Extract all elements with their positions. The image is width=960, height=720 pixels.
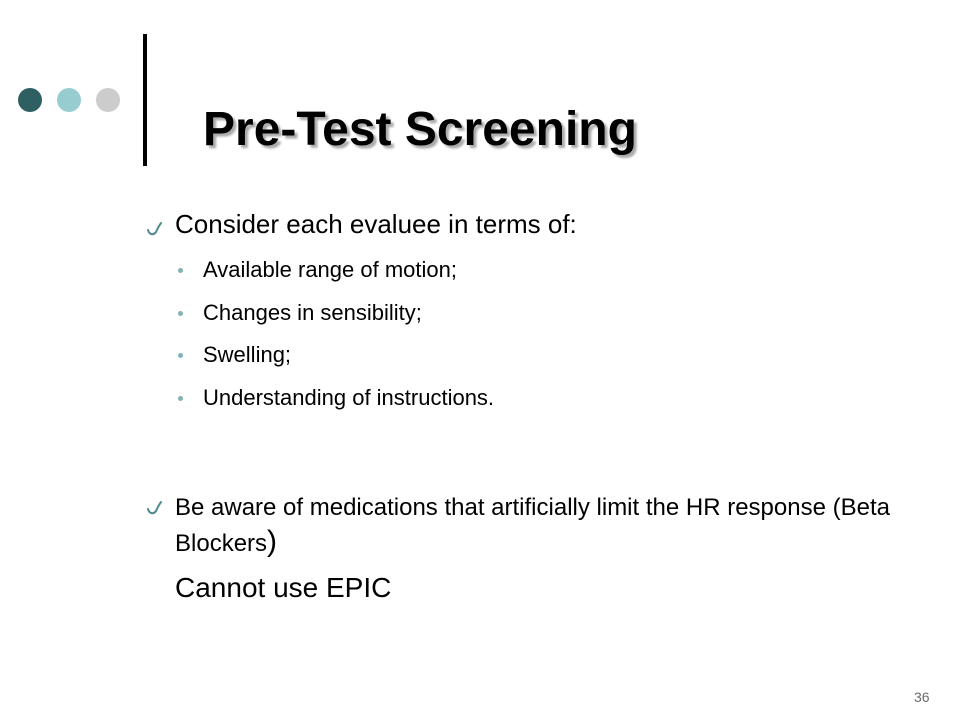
sub-item-swelling: Swelling;	[203, 342, 292, 367]
sub-item-range-of-motion: Available range of motion;	[203, 257, 457, 282]
dot-bullet-icon	[178, 311, 183, 316]
bullet-medications-text: Be aware of medications that artificially limit the HR response (Beta Blockers	[175, 494, 890, 557]
dot-bullet-icon	[178, 268, 183, 273]
decor-dot-dark	[18, 88, 42, 112]
cannot-use-epic: Cannot use EPIC	[175, 572, 392, 603]
dot-bullet-icon	[178, 396, 183, 401]
tick-bullet-icon	[146, 500, 163, 517]
tick-bullet-icon	[146, 221, 163, 238]
dot-bullet-icon	[178, 353, 183, 358]
bullet-medications-paren: )	[267, 525, 278, 558]
bullet-consider: Consider each evaluee in terms of:	[175, 209, 577, 239]
decor-dot-gray	[96, 88, 120, 112]
slide-title: Pre-Test Screening	[203, 103, 637, 156]
sub-item-instructions: Understanding of instructions.	[203, 385, 495, 410]
bullet-medications	[175, 491, 915, 561]
title-divider	[143, 34, 147, 166]
page-number: 36	[914, 689, 930, 705]
sub-item-sensibility: Changes in sensibility;	[203, 300, 422, 325]
decor-dot-light	[57, 88, 81, 112]
